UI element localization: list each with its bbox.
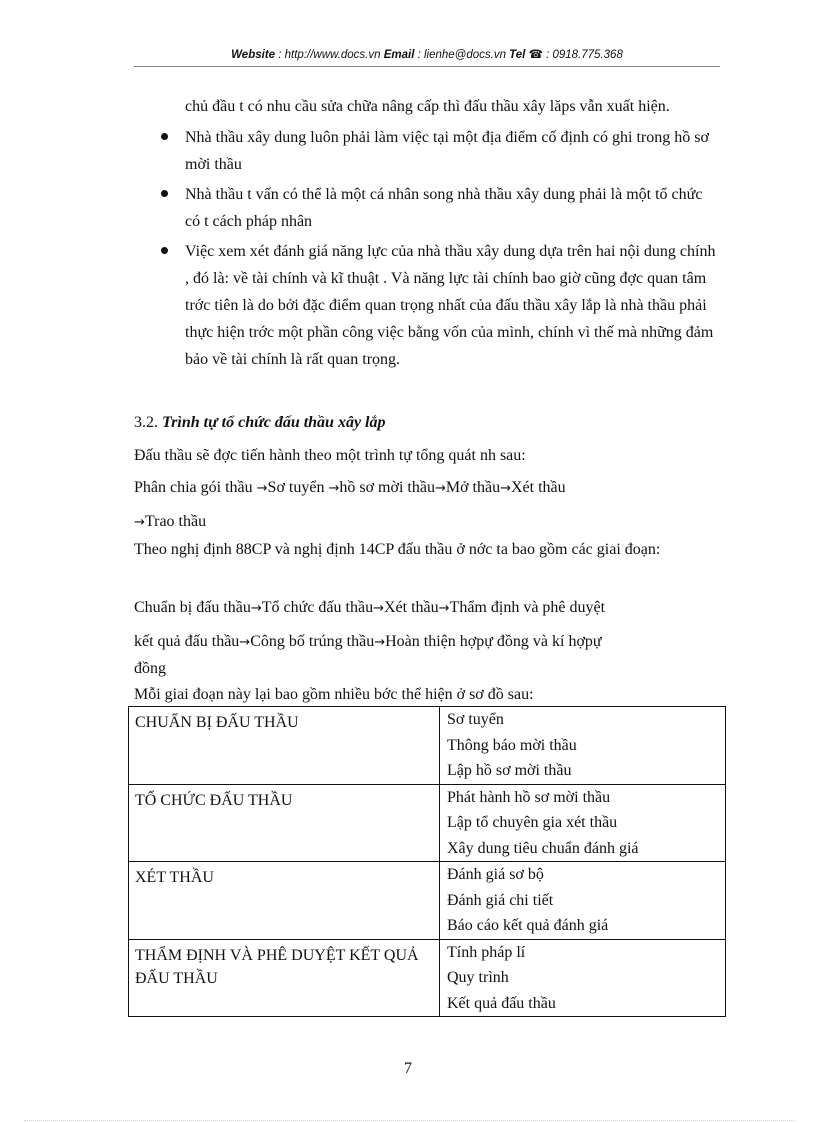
flow-line-3-cont: đồng xyxy=(134,660,166,677)
flow-step: Thẩm định và phê duyệt xyxy=(449,599,606,616)
flow-step: Hoàn thiện hợpự đồng và kí hợpự xyxy=(385,633,602,650)
flow-step: Chuẩn bị đấu thầu xyxy=(134,599,251,616)
arrow-icon: → xyxy=(256,481,268,496)
flow-step: Tổ chức đấu thầu xyxy=(261,599,374,616)
step-item: Lập tổ chuyên gia xét thầu xyxy=(447,814,618,831)
step-item: Lập hồ sơ mời thầu xyxy=(447,762,572,779)
step-item: Tính pháp lí xyxy=(447,943,526,961)
step-item: Báo cáo kết quả đánh giá xyxy=(447,917,609,934)
arrow-icon: → xyxy=(374,635,386,650)
website-label: Website xyxy=(231,49,276,61)
steps-cell xyxy=(440,707,726,785)
step-item: Phát hành hồ sơ mời thầu xyxy=(447,788,611,806)
flow-step: Công bố trúng thầu xyxy=(250,633,375,650)
flow-step: Trao thầu xyxy=(144,513,207,530)
flow-line-2 xyxy=(134,594,724,622)
arrow-icon: → xyxy=(434,481,446,496)
flow-line-3 xyxy=(134,628,724,656)
flow-step: Sơ tuyển xyxy=(267,479,329,496)
section-title: Trình tự tổ chức đấu thầu xây lắp xyxy=(162,414,386,431)
stage-cell: TỔ CHỨC ĐẤU THẦU xyxy=(129,784,440,862)
bullet-item: Việc xem xét đánh giá năng lực của nhà thầu xây dung dựa trên hai nội dung chính , đó là: về tài chính và kĩ thuật . Và năng lực tài chính bao giờ cũng đợc quan tâm trớc tiên là do bởi đặc điểm quan trọng nhất của đấu thầu xây lắp là nhà thầu phải thực hiện trớc một phần công việc bằng vốn của mình, chính vì thế mà những đảm bảo về tài chính là rất quan trọng. xyxy=(150,238,720,373)
flow-step: Phân chia gói thầu xyxy=(134,479,257,496)
arrow-icon: → xyxy=(438,601,450,616)
email-value: : lienhe@docs.vn xyxy=(414,49,510,61)
steps-cell xyxy=(440,939,726,1017)
website-value: : http://www.docs.vn xyxy=(275,49,384,61)
step-item: Đánh giá chi tiết xyxy=(447,891,554,909)
stage-cell: XÉT THẦU xyxy=(129,862,440,940)
stages-table xyxy=(128,706,726,1017)
table-row xyxy=(129,707,726,785)
table-intro: Mỗi giai đoạn này lại bao gồm nhiều bớc thể hiện ở sơ đồ sau: xyxy=(134,686,534,703)
arrow-icon: → xyxy=(373,601,384,616)
flow-step: hồ sơ mời thầu xyxy=(339,479,435,496)
section-heading xyxy=(134,414,386,432)
step-item: Đánh giá sơ bộ xyxy=(447,866,544,883)
footer-divider xyxy=(24,1120,794,1121)
section-number: 3.2. xyxy=(134,414,162,431)
tel-label: Tel xyxy=(509,49,526,61)
arrow-icon: → xyxy=(500,481,511,496)
steps-cell xyxy=(440,784,726,862)
flow-step: kết quả đấu thầu xyxy=(134,633,240,650)
phone-icon: ☎ xyxy=(528,49,543,61)
bullet-list xyxy=(150,93,720,376)
step-item: Kết quả đấu thầu xyxy=(447,994,556,1012)
step-item: Sơ tuyển xyxy=(447,711,504,728)
flow-step: Mở thầu xyxy=(445,479,501,496)
steps-cell xyxy=(440,862,726,940)
arrow-icon: → xyxy=(239,635,251,650)
flow-step: Xét thầu xyxy=(383,599,439,616)
intro-paragraph: Đấu thầu sẽ đợc tiến hành theo một trình tự tổng quát nh sau: xyxy=(134,447,526,464)
arrow-icon: → xyxy=(328,481,340,496)
arrow-icon: → xyxy=(250,601,262,616)
decree-paragraph: Theo nghị định 88CP và nghị định 14CP đấu thầu ở nớc ta bao gồm các giai đoạn: xyxy=(134,541,661,558)
page-header xyxy=(134,47,720,67)
stage-cell: THẨM ĐỊNH VÀ PHÊ DUYỆT KẾT QUẢ ĐẤU THẦU xyxy=(129,939,440,1017)
flow-line-1 xyxy=(134,474,724,502)
page-number: 7 xyxy=(404,1060,412,1077)
arrow-icon: → xyxy=(134,515,145,530)
step-item: Quy trình xyxy=(447,969,509,986)
step-item: Xây dung tiêu chuẩn đánh giá xyxy=(447,839,639,857)
flow-line-1-cont xyxy=(134,508,724,536)
bullet-continuation: chủ đầu t có nhu cầu sửa chữa nâng cấp thì đấu thầu xây lăps vẫn xuất hiện. xyxy=(185,98,670,115)
table-row xyxy=(129,862,726,940)
email-label: Email xyxy=(383,49,415,61)
table-row xyxy=(129,784,726,862)
stage-cell: CHUẨN BỊ ĐẤU THẦU xyxy=(129,707,440,785)
table-row xyxy=(129,939,726,1017)
flow-step: Xét thầu xyxy=(511,479,566,496)
bullet-item: Nhà thầu t vấn có thể là một cá nhân song nhà thầu xây dung phải là một tổ chức có t cách pháp nhân xyxy=(150,181,720,235)
step-item: Thông báo mời thầu xyxy=(447,736,577,754)
tel-value: : 0918.775.368 xyxy=(542,49,623,61)
bullet-item: Nhà thầu xây dung luôn phải làm việc tại một địa điểm cố định có ghi trong hồ sơ mời thầu xyxy=(150,124,720,178)
